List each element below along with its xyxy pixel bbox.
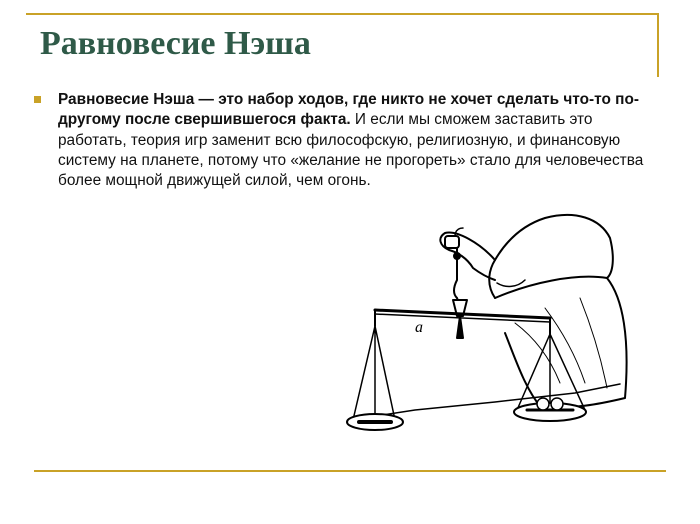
body-text <box>58 90 654 191</box>
right-pan <box>514 403 586 421</box>
bullet-item <box>34 90 654 191</box>
slide-title: Равновесие Нэша <box>40 25 311 62</box>
bullet-icon <box>34 96 41 103</box>
hand <box>489 215 613 298</box>
left-pan-strings <box>353 326 395 420</box>
balance-scale-illustration <box>345 188 645 448</box>
pointer <box>457 316 463 338</box>
bottom-rule <box>34 470 666 472</box>
angle-label: a <box>415 319 423 336</box>
top-right-rule <box>657 13 659 77</box>
body-bold-text: Равновесие Нэша — это набор ходов, где никто не хочет сделать что-то по-другому после свершившегося факта. <box>58 91 639 129</box>
fingernail <box>445 236 459 248</box>
body-regular-text: И если мы сможем заставить это работать, теория игр заменит всю философскую, религиозную, и финансовую систему на планете, потому что «желание не прогореть» стало для человечества более мощной движущей силой, чем огонь. <box>58 111 644 190</box>
top-rule <box>26 13 659 15</box>
